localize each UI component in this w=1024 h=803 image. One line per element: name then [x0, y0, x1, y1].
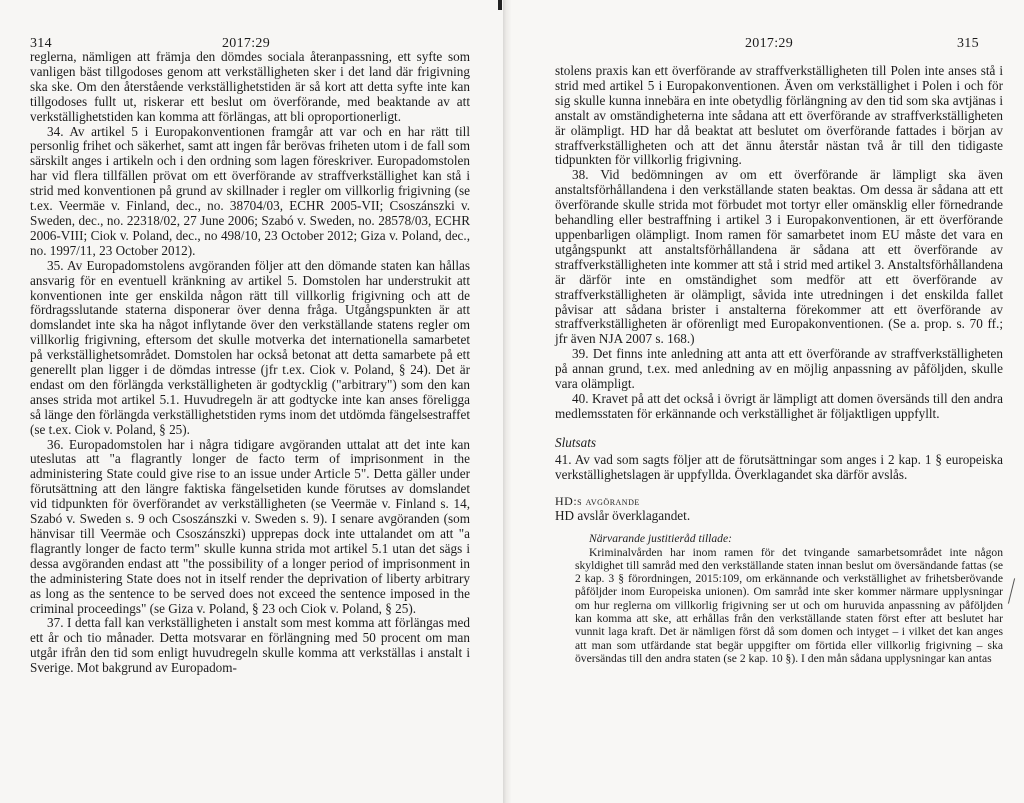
margin-mark: [1008, 578, 1015, 603]
opinion-paragraph: Kriminalvården har inom ramen för det tvingande samarbetsområdet inte någon skyldighet till samråd med den verkställande staten innan beslut om översändande fattas (se 2 kap. 3 § förordningen, 2015:109, om erkännande och verkställighet av frihetsberövande påföljder inom Europeiska unionen). Om samråd inte sker kommer närmare upplysningar om hur reglerna om villkorlig frigivning ser ut och om huruvida anpassning av påföljden kan komma att ske, att erhållas från den verkställande staten först efter att beslutet har vunnit laga kraft. Det är nämligen först då som domen och intyget – i vilket det kan anges att man som utfärdande stat begär uppgifter om förtida eller villkorlig frigivning – ska översändas till den andra staten (se 2 kap. 10 §). I den mån sådana upplysningar kan antas: [575, 545, 1003, 665]
paragraph: stolens praxis kan ett överförande av straffverkställigheten till Polen inte anses stå i strid med artikel 5 i Europakonventionen. Även om verkställighet i Polen i och för sig skulle kunna innebära en inte obetydlig förlängning av den tid som ska avtjänas i anstalt av omständigheterna inte sådana att ett överförande av straffverkställigheten är olämpligt. HD har då beaktat att beslutet om överförande fattades i början av straffverkställigheten och att det ännu återstår nästan två år till den tidigaste tidpunkten för villkorlig frigivning.: [555, 63, 1003, 168]
paragraph: reglerna, nämligen att främja den dömdes sociala återanpassning, ett syfte som vanligen bäst tillgodoses genom att verkställigheten sker i det land där frigivning ska ske. Om den återstående verkställighetstiden är så kort att detta syfte inte kan tillgodoses fullt ut, riskerar ett beslut om överförande, med beaktande av att verkställighetstiden kan komma att förlängas, att bli oproportionerligt.: [30, 49, 470, 124]
paragraph: 41. Av vad som sagts följer att de förutsättningar som anges i 2 kap. 1 § europeiska verkställighetslagen är uppfyllda. Överklagandet ska därför avslås.: [555, 451, 1003, 482]
concurring-opinion: [575, 532, 1003, 665]
paragraph: 34. Av artikel 5 i Europakonventionen framgår att var och en har rätt till personlig frihet och säkerhet, samt att ingen får berövas friheten utom i de fall som särskilt anges i artikeln och i den ordning som lagen föreskriver. Europadomstolen har vid flera tillfällen prövat om ett överförande av straffverkställighet kan stå i strid med konventionen på grund av skillnader i regler om villkorlig frigivning (se t.ex. Veermäe v. Finland, dec., no. 38704/03, ECHR 2005-VII; Csoszánszki v. Sweden, dec., no. 22318/02, 27 June 2006; Szabó v. Sweden, no. 28578/03, ECHR 2006-VIII; Ciok v. Poland, dec., no 498/10, 23 October 2012; Giza v. Poland, dec., no. 1997/11, 23 October 2012).: [30, 123, 470, 258]
left-page-number: 314: [30, 36, 52, 51]
section-heading: Slutsats: [555, 434, 597, 450]
left-page: [0, 0, 507, 803]
section-heading: HD:s avgörande: [555, 494, 640, 509]
paragraph: 37. I detta fall kan verkställigheten i anstalt som mest komma att förlängas med ett år och tio månader. Detta motsvarar en förlängning med 50 procent om man utgår ifrån den tid som enligt huvudregeln skulle komma att verkställas i anstalt i Sverige. Mot bakgrund av Europadom-: [30, 615, 470, 676]
opinion-heading: Närvarande justitieråd tillade:: [589, 532, 732, 546]
paragraph: 39. Det finns inte anledning att anta att ett överförande av straffverkställigheten på annan grund, t.ex. med anledning av en möjlig anpassning av påföljden, skulle vara olämpligt.: [555, 346, 1003, 392]
paragraph: 38. Vid bedömningen av om ett överförande är lämpligt ska även anstaltsförhållandena i den verkställande staten beaktas. Om dessa är sådana att ett överförande skulle strida mot förbudet mot tortyr eller omänsklig eller förnedrande behandling eller bestraffning i artikel 3 i Europakonventionen, är ett överförande uppenbarligen olämpligt. Inom ramen för samarbetet inom EU måste det vara en utgångspunkt att anstaltsförhållandena är sådana att ett överförande av straffverkställigheten inte kommer att stå i strid med artikel 3. Anstaltsförhållandena är därför inte en omständighet som medför att ett överförande av straffverkställigheten är olämpligt, såvida inte utredningen i det enskilda fallet påvisar att sådana brister i anstalterna förekommer att ett överförande av straffverkställigheten är oförenligt med Europakonventionen. (Se a. prop. s. 70 ff.; jfr även NJA 2007 s. 168.): [555, 167, 1003, 347]
right-page-number: 315: [957, 36, 979, 51]
right-running-head: 2017:29: [745, 36, 793, 51]
left-running-head: 2017:29: [222, 36, 270, 51]
paragraph: 40. Kravet på att det också i övrigt är lämpligt att domen översänds till den andra medlemsstaten för erkännande och verkställighet är följaktligen uppfyllt.: [555, 390, 1003, 421]
left-body: [30, 50, 470, 676]
paragraph: 35. Av Europadomstolens avgöranden följer att den dömande staten kan hållas ansvarig för en eventuell kränkning av artikel 5. Domstolen har understrukit att konventionen inte ger enskilda någon rätt till villkorlig frigivning och att de fördragsslutande staterna disponerar över denna fråga. Utgångspunkten är att domslandet inte ska ha något inflytande över den verkställande statens regler om villkorlig frigivning, eftersom det skulle motverka det internationella samarbetet på verkställighetsområdet. Domstolen har också betonat att detta samarbete på ett generellt plan ligger i de dömdas intresse (jfr t.ex. Ciok v. Poland, § 24). Det är endast om den förlängda verkställigheten är godtycklig ("arbitrary") som den kan anses strida mot artikel 5.1. Huvudregeln är att godtycke inte kan anses föreligga så länge den förlängda verkställighetstiden ryms inom det utdömda fängelsestraffet (se t.ex. Ciok v. Poland, § 25).: [30, 257, 470, 437]
right-page: [507, 0, 1024, 803]
book-gutter: [503, 0, 511, 803]
binding-mark: [498, 0, 502, 10]
right-body: [555, 64, 1003, 665]
decision-text: HD avslår överklagandet.: [555, 508, 691, 524]
paragraph: 36. Europadomstolen har i några tidigare avgöranden uttalat att det inte kan uteslutas att "a flagrantly longer de facto term of imprisonment in the administering State could give rise to an issue under Article 5". Detta gäller under förutsättning att den längre faktiska fängelsetiden kunde förutses av domslandet vid tidpunkten för överförandet av verkställigheten (se Veermäe v. Finland s. 14, Szabó v. Sweden s. 9 och Csoszánszki v. Sweden s. 9). I senare avgöranden (som hänvisar till Veermäe och Csoszánszki) upprepas dock inte uttalandet om att "a flagrantly longer de facto term" skulle kunna strida mot artikel 5.1 utan det sägs i dessa avgöranden endast att "the possibility of a longer period of imprisonment in the administering State does not in itself render the deprivation of liberty arbitrary as long as the sentence to be served does not exceed the sentence imposed in the criminal proceedings" (se Giza v. Poland, § 23 och Ciok v. Poland, § 25).: [30, 436, 470, 616]
